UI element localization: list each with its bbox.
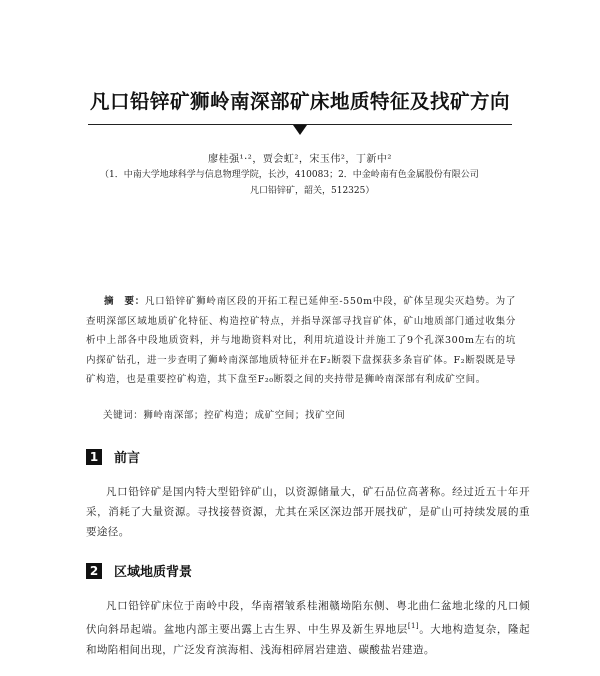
section-number-badge: 1: [86, 449, 102, 465]
affiliation-line-1: （1．中南大学地球科学与信息物理学院，长沙，410083；2．中金岭南有色金属股份有限公司: [100, 170, 479, 180]
citation-ref: [1]: [407, 622, 419, 630]
abstract-text: 凡口铅锌矿狮岭南区段的开拓工程已延伸至-550m中段，矿体呈现尖灭趋势。为了查明深部区域地质矿化特征、构造控矿特点，并指导深部寻找盲矿体，矿山地质部门通过收集分析中上部各中段地质资料，并与地勘资料对比，利用坑道设计并施工了9个孔深300m左右的坑内探矿钻孔，进一步查明了狮岭南深部地质特征并在F₂断裂下盘探获多条盲矿体。F₂断裂既是导矿构造，也是重要控矿构造，其下盘至F₂₀断裂之间的夹持带是狮岭南深部有利成矿空间。: [86, 296, 516, 385]
section-title: 区域地质背景: [114, 565, 193, 580]
affiliation: [100, 167, 520, 199]
abstract-label: 摘 要：: [104, 296, 145, 307]
section-2-text: 凡口铅锌矿床位于南岭中段，华南褶皱系桂湘赣坳陷东侧、粤北曲仁盆地北缘的凡口倾伏向斜昂起端。盆地内部主要出露上古生界、中生界及新生界地层: [86, 600, 530, 636]
section-heading-2: [86, 561, 192, 580]
section-1-text: 凡口铅锌矿是国内特大型铅锌矿山，以资源储量大，矿石品位高著称。经过近五十年开采，消耗了大量资源。寻找接替资源，尤其在采区深边部开展找矿，是矿山可持续发展的重要途径。: [86, 486, 530, 538]
section-2-text-cont: 。大地构造复杂，隆起和坳陷相间出现，广泛发育滨海相、浅海相碎屑岩建造、碳酸盐岩建造。: [86, 623, 530, 656]
keywords: [103, 407, 523, 421]
keywords-text: 狮岭南深部；控矿构造；成矿空间；找矿空间: [143, 410, 346, 421]
affiliation-line-2: 凡口铅锌矿，韶关，512325）: [250, 186, 375, 196]
keywords-label: 关键词：: [103, 410, 144, 421]
section-number-badge: 2: [86, 563, 102, 579]
abstract: [86, 292, 516, 390]
author-list: 廖桂强¹·²，贾会虹²，宋玉伟²，丁新中²: [208, 154, 392, 165]
paper-title: 凡口铅锌矿狮岭南深部矿床地质特征及找矿方向: [89, 90, 510, 113]
section-title: 前言: [114, 451, 141, 466]
divider-triangle-icon: [293, 125, 307, 135]
section-2-paragraph: [86, 596, 530, 660]
title-divider: [88, 121, 512, 137]
section-1-paragraph: [86, 482, 530, 542]
section-heading-1: [86, 447, 140, 466]
